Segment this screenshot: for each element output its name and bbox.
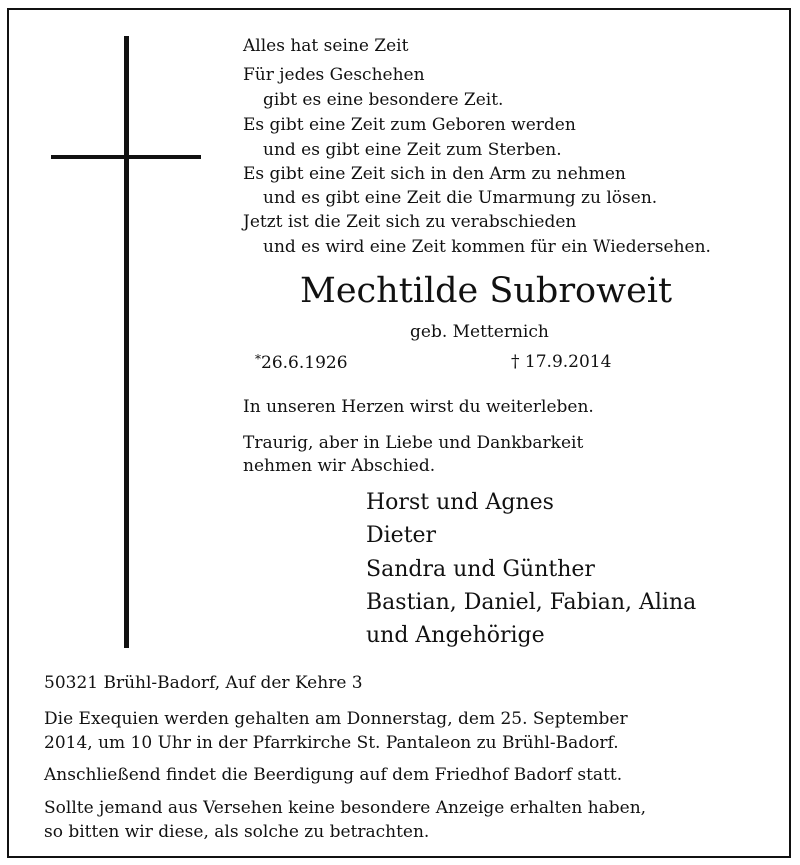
notice: so bitten wir diese, als solche zu betrachten. (44, 822, 430, 842)
maiden-name: geb. Metternich (410, 322, 549, 342)
poem-line: Für jedes Geschehen (243, 65, 425, 85)
family-member: Dieter (366, 523, 437, 548)
cross-icon (124, 36, 129, 648)
heart-message: In unseren Herzen wirst du weiterleben. (243, 397, 594, 417)
death-date: † 17.9.2014 (511, 352, 612, 372)
address: 50321 Brühl-Badorf, Auf der Kehre 3 (44, 673, 363, 693)
poem-line: und es gibt eine Zeit die Umarmung zu lösen. (263, 188, 658, 208)
family-member: Sandra und Günther (366, 557, 595, 582)
farewell-line: Traurig, aber in Liebe und Dankbarkeit (243, 433, 584, 453)
birth-star-icon: * (255, 352, 261, 366)
exequien-info: Die Exequien werden gehalten am Donnerstag, dem 25. September (44, 709, 628, 729)
poem-line: und es wird eine Zeit kommen für ein Wiedersehen. (263, 237, 711, 257)
poem-line: Es gibt eine Zeit sich in den Arm zu nehmen (243, 164, 626, 184)
poem-title: Alles hat seine Zeit (243, 36, 409, 56)
farewell-line: nehmen wir Abschied. (243, 456, 436, 476)
death-cross-icon: † (511, 352, 520, 372)
family-member: Bastian, Daniel, Fabian, Alina (366, 590, 697, 615)
birth-date: *26.6.1926 (255, 352, 348, 373)
poem-line: und es gibt eine Zeit zum Sterben. (263, 140, 562, 160)
cross-bar (51, 155, 201, 159)
family-member: und Angehörige (366, 623, 545, 648)
exequien-info: 2014, um 10 Uhr in der Pfarrkirche St. Pantaleon zu Brühl-Badorf. (44, 733, 619, 753)
poem-line: Es gibt eine Zeit zum Geboren werden (243, 115, 576, 135)
burial-info: Anschließend findet die Beerdigung auf dem Friedhof Badorf statt. (44, 765, 623, 785)
deceased-name: Mechtilde Subroweit (300, 271, 673, 311)
family-member: Horst und Agnes (366, 490, 554, 515)
poem-line: Jetzt ist die Zeit sich zu verabschieden (243, 212, 577, 232)
notice: Sollte jemand aus Versehen keine besondere Anzeige erhalten haben, (44, 798, 647, 818)
poem-line: gibt es eine besondere Zeit. (263, 90, 504, 110)
